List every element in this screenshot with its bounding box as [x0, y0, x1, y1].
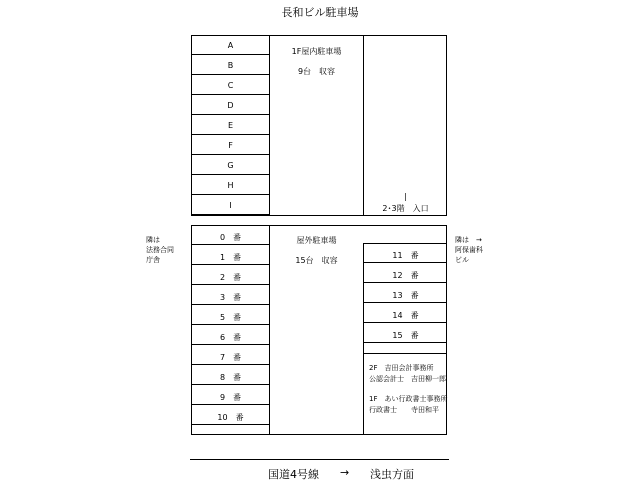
indoor-slot-label: B: [227, 61, 234, 70]
outdoor-left-slot-1: [191, 245, 270, 265]
outdoor-left-slot-0: [191, 225, 270, 245]
outdoor-left-slot-5: [191, 325, 270, 345]
indoor-slot-0: [191, 35, 270, 55]
outdoor-parking-label: 屋外駐車場: [296, 236, 337, 245]
indoor-slot-label: F: [228, 141, 233, 150]
outdoor-left-slot-6: [191, 345, 270, 365]
indoor-slot-8: [191, 195, 270, 215]
outdoor-left-slot-3: [191, 285, 270, 305]
indoor-slot-label: I: [229, 201, 232, 210]
right-neighbor-line-1: 隣は →: [455, 236, 482, 244]
outdoor-right-slot-label: 12 番: [392, 271, 419, 280]
office-line-2: 公認会計士 吉田柳一郎: [369, 375, 446, 383]
outdoor-right-slot-label: 14 番: [392, 311, 419, 320]
office-info-box: [364, 353, 447, 435]
outdoor-left-slot-2: [191, 265, 270, 285]
left-neighbor-line-3: 庁舎: [146, 256, 160, 264]
indoor-slot-6: [191, 155, 270, 175]
page-title: 長和ビル駐車場: [281, 6, 359, 19]
road-line: [190, 459, 449, 460]
outdoor-left-slot-label: 3 番: [219, 293, 242, 302]
indoor-parking-label: 1F屋内駐車場: [291, 47, 342, 56]
indoor-slot-3: [191, 95, 270, 115]
outdoor-left-slot-label: 7 番: [219, 353, 242, 362]
outdoor-left-slot-label: 10 番: [217, 413, 244, 422]
indoor-slot-2: [191, 75, 270, 95]
outdoor-right-slot-0: [364, 243, 447, 263]
outdoor-right-slot-2: [364, 283, 447, 303]
outdoor-left-slot-label: 6 番: [219, 333, 242, 342]
indoor-slot-label: G: [227, 161, 234, 170]
left-neighbor-note: [146, 235, 190, 265]
indoor-slot-4: [191, 115, 270, 135]
indoor-slot-label: C: [227, 81, 234, 90]
indoor-slot-7: [191, 175, 270, 195]
outdoor-left-slot-label: 9 番: [219, 393, 242, 402]
left-neighbor-line-2: 法務合同: [146, 246, 174, 254]
office-line-1: 2F 吉田会計事務所: [369, 364, 434, 372]
left-neighbor-line-1: 隣は: [146, 236, 160, 244]
indoor-slot-label: D: [227, 101, 234, 110]
outdoor-right-slot-4: [364, 323, 447, 343]
indoor-slot-label: H: [227, 181, 234, 190]
right-neighbor-line-2: 阿保歯科: [455, 246, 483, 254]
entrance-label: 2･3階 入口: [382, 204, 429, 213]
outdoor-left-slot-9: [191, 405, 270, 425]
outdoor-capacity: 15台 収容: [295, 256, 338, 265]
outdoor-left-slot-label: 5 番: [219, 313, 242, 322]
outdoor-left-slot-label: 8 番: [219, 373, 242, 382]
office-line-4: 行政書士 寺田和平: [369, 406, 439, 414]
outdoor-left-slot-4: [191, 305, 270, 325]
entrance-marker: |: [404, 192, 407, 201]
indoor-slot-5: [191, 135, 270, 155]
outdoor-right-slot-label: 13 番: [392, 291, 419, 300]
right-neighbor-note: [455, 235, 505, 265]
outdoor-left-slot-7: [191, 365, 270, 385]
right-neighbor-line-3: ビル: [455, 256, 469, 264]
outdoor-left-slot-label: 2 番: [219, 273, 242, 282]
road-name: 国道4号線: [268, 468, 319, 481]
indoor-capacity: 9台 収容: [297, 67, 336, 76]
outdoor-right-slot-3: [364, 303, 447, 323]
indoor-slot-label: A: [227, 41, 234, 50]
office-line-3: 1F あい行政書士事務所: [369, 395, 448, 403]
outdoor-right-slot-label: 15 番: [392, 331, 419, 340]
outdoor-left-slot-label: 1 番: [219, 253, 242, 262]
road-direction: 浅虫方面: [370, 468, 414, 481]
outdoor-right-slot-1: [364, 263, 447, 283]
road-arrow: →: [340, 466, 350, 479]
outdoor-left-slot-label: 0 番: [219, 233, 242, 242]
indoor-slot-1: [191, 55, 270, 75]
indoor-lane-divider: [363, 35, 364, 216]
outdoor-left-slot-8: [191, 385, 270, 405]
outdoor-right-slot-label: 11 番: [392, 251, 419, 260]
indoor-slot-label: E: [227, 121, 234, 130]
